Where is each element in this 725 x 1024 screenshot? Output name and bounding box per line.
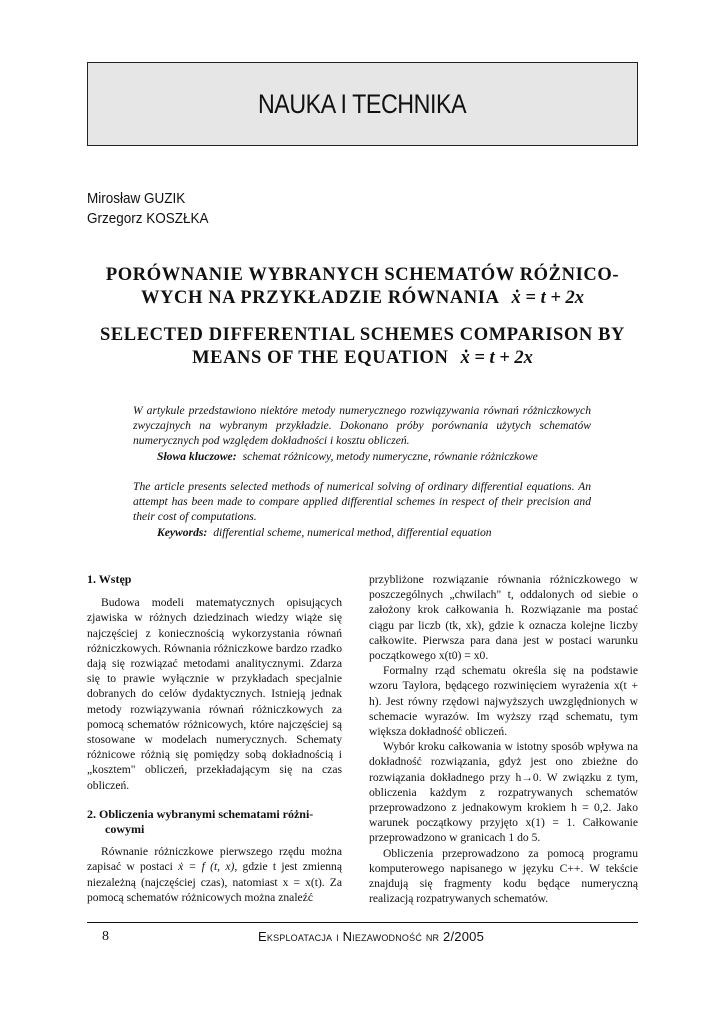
section-header: NAUKA I TECHNIKA [258,88,467,119]
page-number: 8 [102,929,109,944]
right-paragraph-4: Obliczenia przeprowadzono za pomocą programu komputerowego napisanego w języku C++. W tekście znajdują się fragmenty kodu będące numeryczną realizacją rozpatrywanych schematów. [369,846,638,906]
keywords-en [157,525,597,540]
author-2: Grzegorz KOSZŁKA [87,210,209,227]
section-2-heading-l1: 2. Obliczenia wybranymi schematami różni- [87,806,314,821]
footer-rule [87,922,638,923]
right-paragraph-1: przybliżone rozwiązanie równania różniczkowego w poszczególnych „chwilach" t, oddalonych od siebie o założony krok całkowania h. Rozwiązanie ma postać ciągu par liczb (tk, xk), gdzie k oznacza kolejne liczby całkowite. Pierwsza para dana jest w postaci warunku początkowego x(t0) = x0. [369,573,638,663]
section-header-box [87,62,638,146]
keywords-en-label: Keywords: [157,526,208,539]
abstract-pl: W artykule przedstawiono niektóre metody numerycznego rozwiązywania równań różniczkowych zwyczajnych na wybranym przykładzie. Dokonano próby porównania użytych schematów numerycznych pod względem dokładności i kosztu obliczeń. [133,404,591,448]
section-1-heading: 1. Wstęp [87,572,132,586]
title-en-equation: ẋ = t + 2x [460,348,533,368]
title-pl-line2-row [87,287,638,310]
title-en-line1: SELECTED DIFFERENTIAL SCHEMES COMPARISON BY [99,325,626,345]
section-1-paragraph: Budowa modeli matematycznych opisujących zjawiska w różnych dziedzinach wiedzy wiąże się najczęściej z koniecznością wykorzystania równań różniczkowych. Równania różniczkowe bardzo rzadko dają się rozwiązać metodami analitycznymi. Zdarza się to prawie wyłącznie w przykładach specjalnie dobranych do celów dydaktycznych. Istnieją jednak metody rozwiązywania równań różniczkowych za pomocą schematów różnicowych, które najczęściej są stosowane w modelach numerycznych. Schematy różnicowe różnią się pomiędzy sobą dokładnością i „kosztem" obliczeń, przekładającym się na czas obliczeń. [87,596,342,792]
keywords-pl-text: schemat różnicowy, metody numeryczne, równanie różniczkowe [242,450,538,463]
title-en-line2-row [87,347,638,370]
section-2-text-b: , gdzie t jest zmienną niezależną (najczęściej czas), natomiast x = x(t). Za pomocą schematów różnicowych można znaleźć [87,860,342,904]
right-paragraph-2: Formalny rząd schematu określa się na podstawie wzoru Taylora, będącego rozwinięciem wyrażenia x(t + h). Jest równy rzędowi najwyższych uwzględnionych w schemacie wyrazów. Im wyższy rząd schematu, tym większa dokładność obliczeń. [369,664,638,739]
author-1: Mirosław GUZIK [87,190,186,207]
journal-footer: Eksploatacja i Niezawodność nr 2/2005 [258,929,485,944]
keywords-pl-label: Słowa kluczowe: [157,450,237,463]
keywords-en-text: differential scheme, numerical method, differential equation [213,526,492,539]
right-column [369,572,638,906]
left-column [87,572,342,905]
title-pl [87,264,638,310]
title-en-line2: MEANS OF THE EQUATION [192,348,449,368]
title-pl-line2: WYCH NA PRZYKŁADZIE RÓWNANIA [140,288,500,308]
section-2-text-a: Równanie różniczkowe pierwszego rzędu można zapisać w postaci [87,845,342,874]
section-2-paragraph [87,844,342,905]
keywords-pl [157,449,597,464]
title-pl-line1: PORÓWNANIE WYBRANYCH SCHEMATÓW RÓŻNICO- [105,265,620,285]
title-en [87,324,638,370]
abstract-en: The article presents selected methods of numerical solving of ordinary differential equations. An attempt has been made to compare applied differential schemes in respect of their precision and their cost of computations. [133,480,591,524]
section-2-equation: ẋ = f (t, x) [178,860,235,874]
section-2-heading-l2: cowymi [105,822,145,837]
title-pl-equation: ẋ = t + 2x [511,288,585,308]
right-paragraph-3: Wybór kroku całkowania w istotny sposób wpływa na dokładność rozwiązania, gdyż jest ono zbieżne do rozwiązania dokładnego przy h→0. W związku z tym, obliczenia każdym z rozpatrywanych schematów przeprowadzono z jednakowym krokiem h = 0,2. Jako warunek początkowy przyjęto x(1) = 1. Całkowanie przeprowadzono w granicach 1 do 5. [369,740,638,845]
